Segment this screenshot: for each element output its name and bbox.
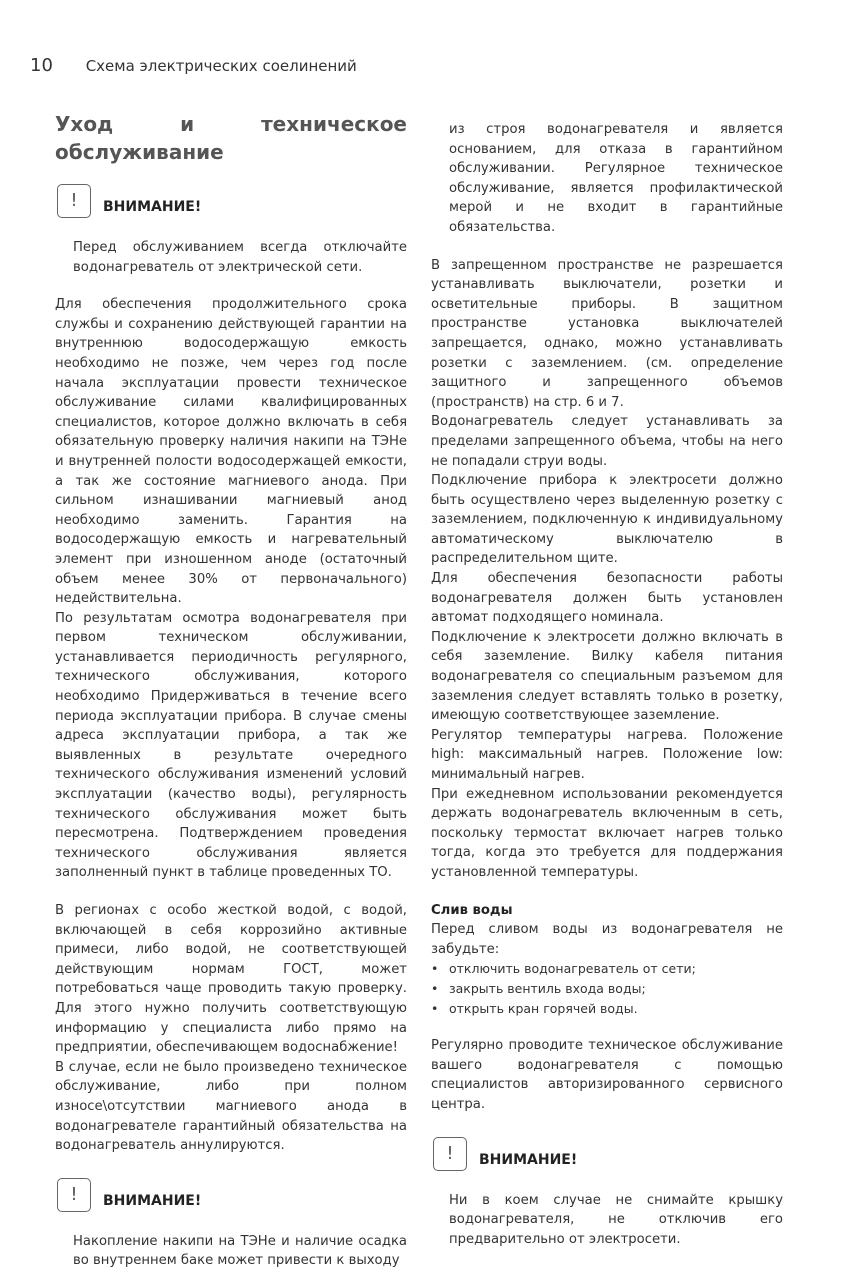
warning-title: ВНИМАНИЕ!	[479, 1151, 578, 1168]
page-header	[30, 55, 357, 76]
paragraph: Подключение к электросети должно включать в себя заземление. Вилку кабеля питания водонагревателя со специальным разъемом для заземления следует вставлять только в розетку, имеющую соответствующее заземление.	[431, 629, 783, 724]
exclamation-icon: !	[57, 1178, 91, 1212]
exclamation-icon: !	[57, 184, 91, 218]
warning-title: ВНИМАНИЕ!	[103, 199, 202, 216]
paragraph: В регионах с особо жесткой водой, с водой, включающей в себя коррозийно активные примеси, либо водой, не соответствующей действующим нормам ГОСТ, может потребоваться чаще проводить такую проверку. Для этого нужно получить соответствующую информацию у специалиста либо прямо на предприятии, обеспечивающем водоснабжение!	[55, 903, 407, 1056]
paragraph: Регулярно проводите техническое обслуживание вашего водонагревателя с помощью специалистов авторизированного сервисного центра.	[431, 1038, 783, 1112]
paragraph: В случае, если не было произведено техническое обслуживание, либо при полном износе\отсутствии магниевого анода в водонагревателе гарантийный обязательства на водонагреватель аннулируются.	[55, 1059, 407, 1154]
list-item: • отключить водонагреватель от сети;	[431, 959, 783, 979]
paragraph: Для обеспечения безопасности работы водонагревателя должен быть установлен автомат подходящего номинала.	[431, 571, 783, 626]
paragraph: При ежедневном использовании рекомендуется держать водонагреватель включенным в сеть, поскольку термостат включает нагрев только тогда, когда это требуется для поддержания установленной температуры.	[431, 786, 783, 880]
header-title: Схема электрических соелинений	[85, 57, 357, 75]
warning-title: ВНИМАНИЕ!	[103, 1193, 202, 1210]
paragraph: Подключение прибора к электросети должно быть осуществлено через выделенную розетку с заземлением, подключенную к индивидуальному автоматическому выключателю в распределительном щите.	[431, 473, 783, 567]
drain-intro: Перед сливом воды из водонагревателя не забудьте:	[431, 922, 783, 957]
paragraph: В запрещенном пространстве не разрешается устанавливать выключатели, розетки и осветительные приборы. В защитном пространстве установка выключателей запрещается, однако, можно устанавливать розетки с заземлением. (см. определение защитного и запрещенного объемов (пространств) на стр. 6 и 7.	[431, 257, 783, 410]
warning-text: Перед обслуживанием всегда отключайте водонагреватель от электрической сети.	[73, 240, 407, 275]
warning-text-continued: из строя водонагревателя и является основанием, для отказа в гарантийном обслуживании. Регулярное техническое обслуживание, является профилактической мерой и не входит в гарантийные обязательства.	[449, 122, 783, 235]
warning-block	[433, 1137, 783, 1171]
paragraph: Для обеспечения продолжительного срока службы и сохранению действующей гарантии на внутреннюю водосодержащую емкость необходимо не позже, чем через год после начала эксплуатации провести техническое обслуживание силами квалифицированных специалистов, которое должно включать в себя обязательную проверку наличия накипи на ТЭНе и внутренней полости водосодержащей емкости, а так же состояние магниевого анода. При сильном изнашивании магниевый анод необходимо заменить. Гарантия на водосодержащую емкость и нагревательный элемент при изношенном аноде (остаточный объем менее 30% от первоначального) недействительна.	[55, 297, 407, 607]
right-column	[431, 120, 783, 1249]
list-item: • закрыть вентиль входа воды;	[431, 979, 783, 999]
exclamation-icon: !	[433, 1137, 467, 1171]
paragraph: Водонагреватель следует устанавливать за пределами запрещенного объема, чтобы на него не попадали струи воды.	[431, 414, 783, 469]
warning-text: Ни в коем случае не снимайте крышку водонагревателя, не отключив его предварительно от электросети.	[449, 1192, 783, 1247]
left-column	[55, 110, 407, 1271]
drain-list	[431, 959, 783, 1018]
paragraph: Регулятор температуры нагрева. Положение high: максимальный нагрев. Положение low: минимальный нагрев.	[431, 727, 783, 782]
warning-block	[57, 184, 407, 218]
drain-title: Слив воды	[431, 902, 513, 918]
warning-block	[57, 1178, 407, 1212]
page-number: 10	[30, 55, 53, 76]
warning-text: Накопление накипи на ТЭНе и наличие осадка во внутреннем баке может привести к выходу	[73, 1233, 407, 1269]
paragraph: По результатам осмотра водонагревателя при первом техническом обслуживании, устанавливается периодичность регулярного, технического обслуживания, которого необходимо Придерживаться в течение всего периода эксплуатации прибора. В случае смены адреса эксплуатации прибора, а так же выявленных в результате очередного технического обслуживания изменений условий эксплуатации (качество воды), регулярность технического обслуживания может быть пересмотрена. Подтверждением проведения технического обслуживания является заполненный пункт в таблице проведенных ТО.	[55, 610, 407, 881]
section-heading: Уход и техническое обслуживание	[55, 112, 407, 164]
list-item: • открыть кран горячей воды.	[431, 999, 783, 1019]
